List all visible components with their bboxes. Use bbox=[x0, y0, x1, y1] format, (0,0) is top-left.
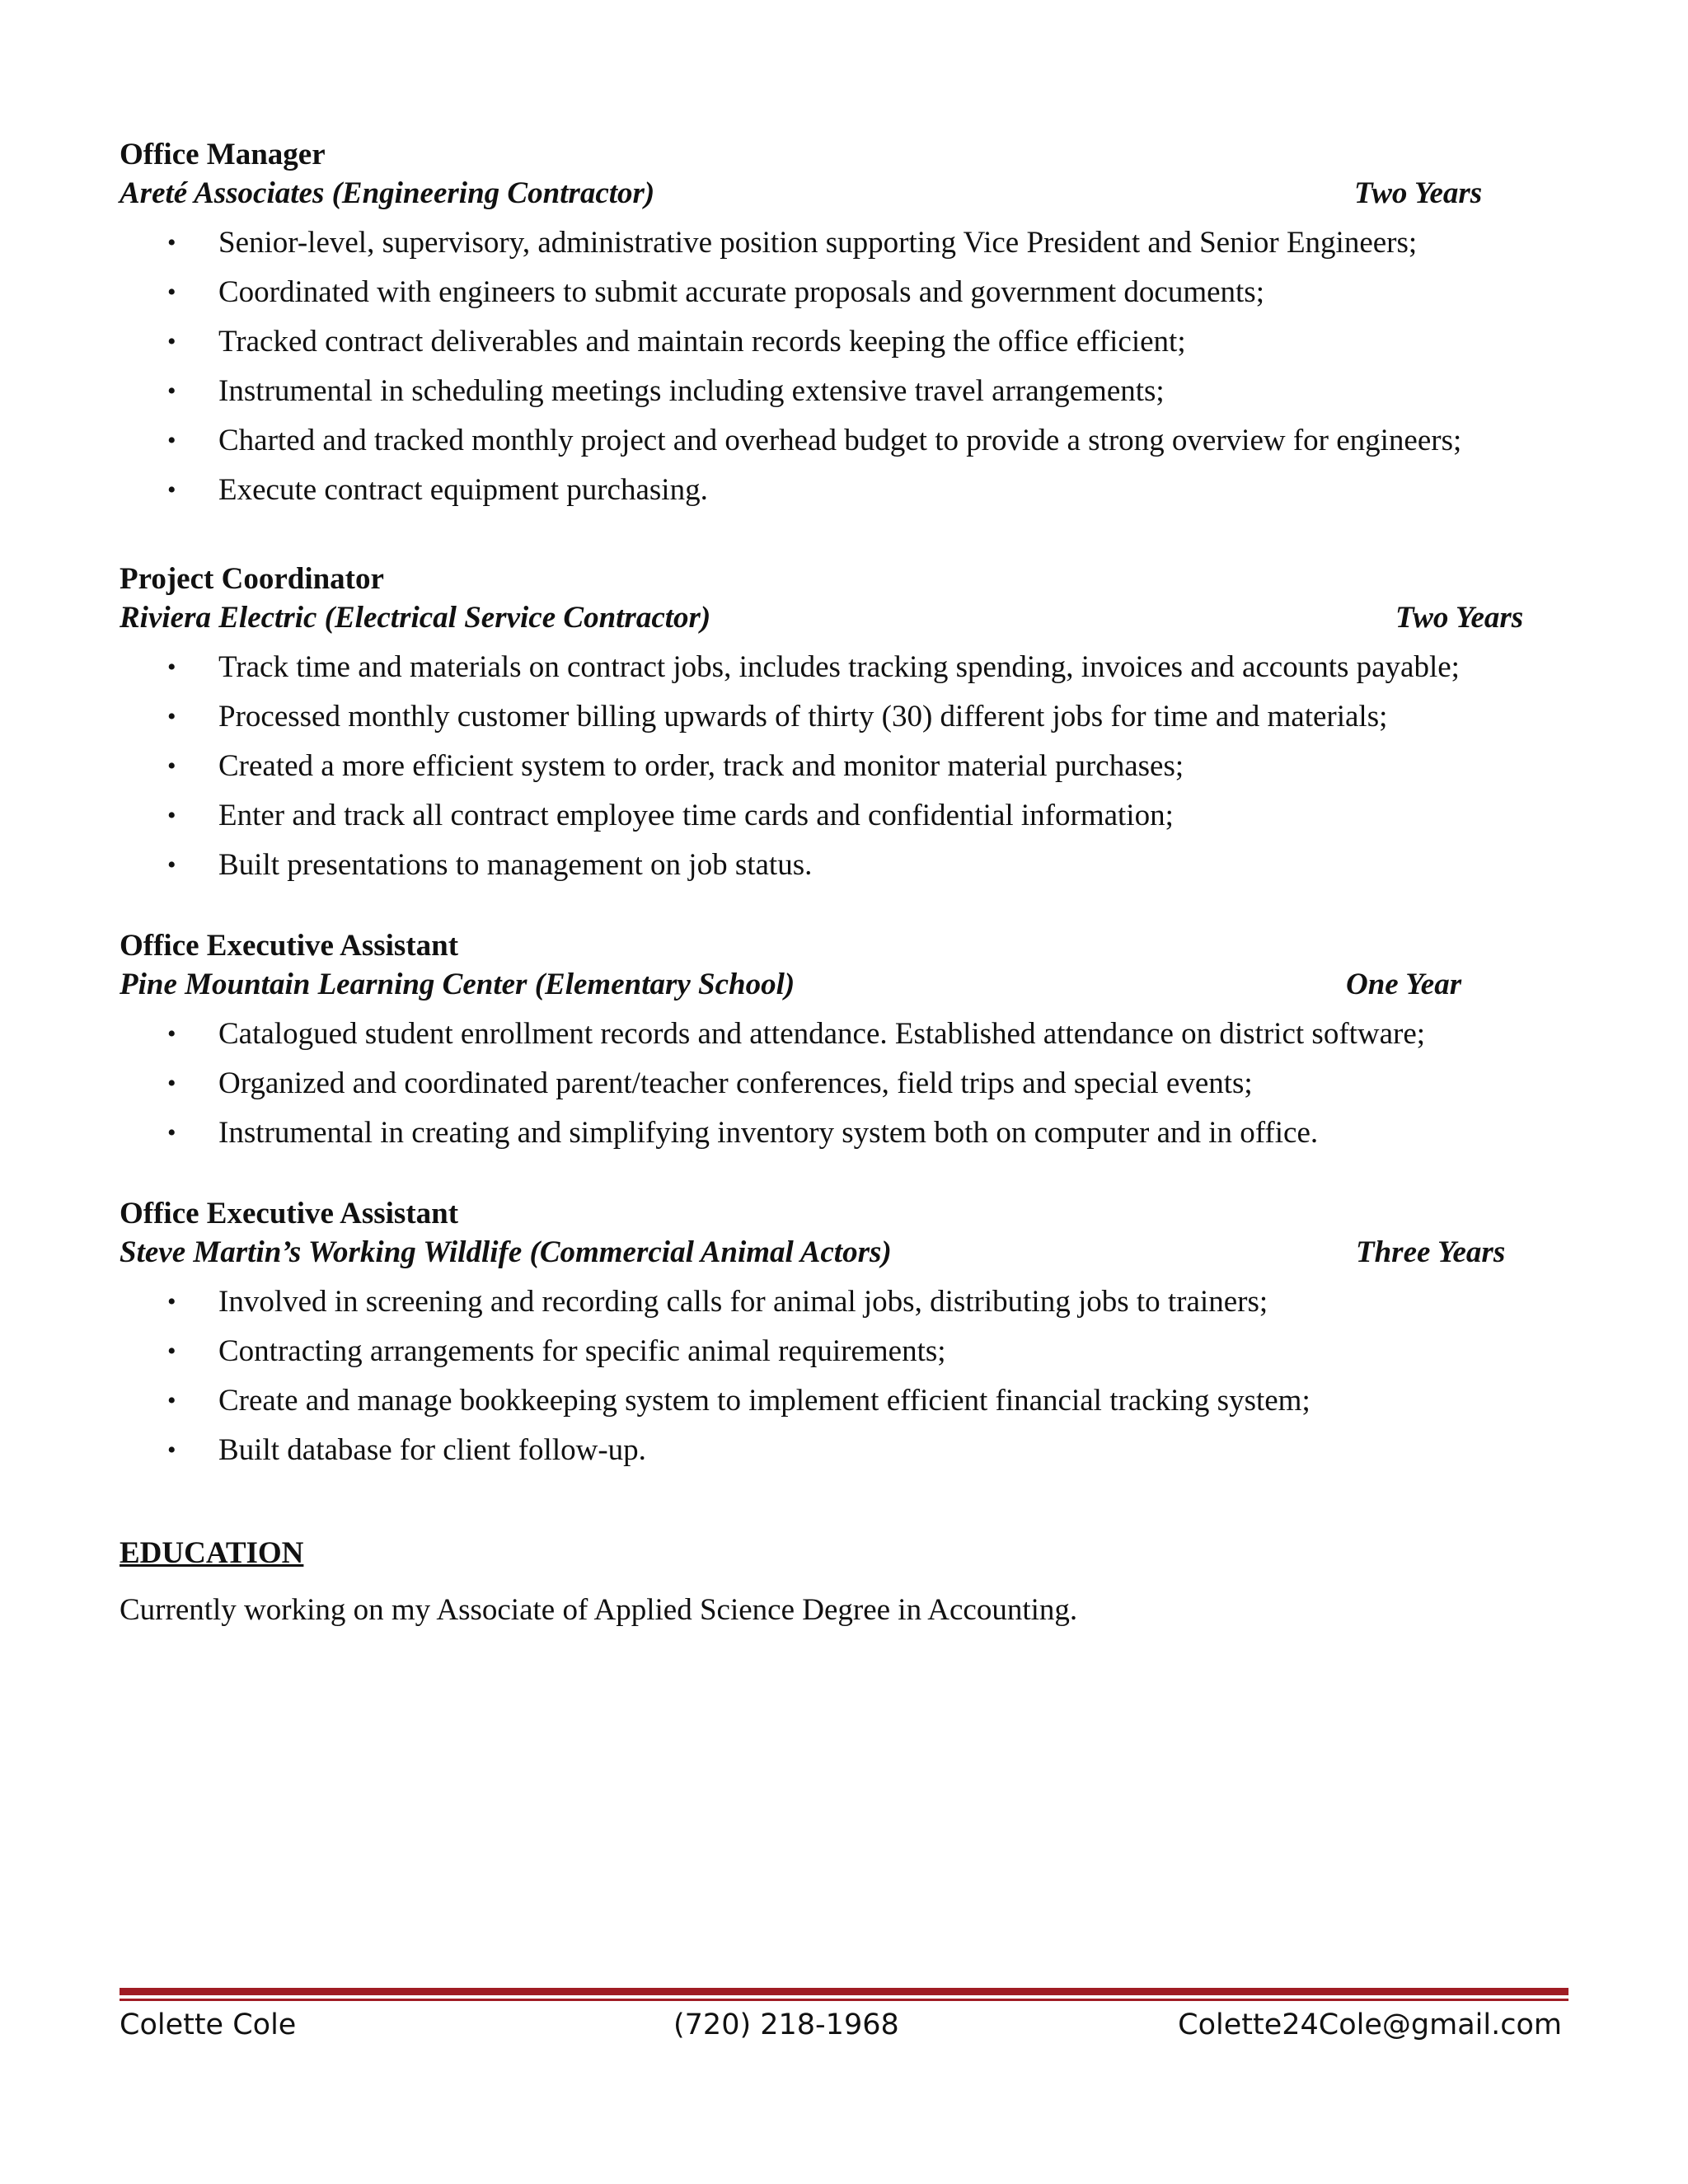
bullet: • bbox=[167, 1070, 176, 1097]
company-row bbox=[120, 598, 1570, 638]
job-title: Office Manager bbox=[120, 138, 326, 171]
footer-divider-thin bbox=[120, 1999, 1568, 2001]
duty-item: • Coordinated with engineers to submit accurate proposals and government documents; bbox=[120, 268, 1570, 317]
duty-list bbox=[120, 1277, 1570, 1475]
education-text: Currently working on my Associate of Applied Science Degree in Accounting. bbox=[120, 1593, 1078, 1627]
bullet: • bbox=[167, 752, 176, 780]
company-name: Steve Martin’s Working Wildlife (Commercial Animal Actors) bbox=[120, 1235, 892, 1269]
duty-item: • Built presentations to management on job status. bbox=[120, 841, 1570, 890]
duty-item: • Involved in screening and recording calls for animal jobs, distributing jobs to trainers; bbox=[120, 1277, 1570, 1327]
company-name: Areté Associates (Engineering Contractor) bbox=[120, 176, 655, 210]
bullet: • bbox=[167, 279, 176, 306]
company-name: Riviera Electric (Electrical Service Contractor) bbox=[120, 601, 711, 635]
bullet: • bbox=[167, 654, 176, 681]
bullet: • bbox=[167, 802, 176, 829]
duty-list bbox=[120, 218, 1570, 515]
job-title: Office Executive Assistant bbox=[120, 1197, 459, 1230]
duty-item: • Organized and coordinated parent/teacher conferences, field trips and special events; bbox=[120, 1059, 1570, 1108]
footer-phone: (720) 218-1968 bbox=[673, 2008, 899, 2041]
duty-item: • Execute contract equipment purchasing. bbox=[120, 466, 1570, 515]
company-row bbox=[120, 174, 1570, 213]
job-entry bbox=[120, 1195, 1570, 1475]
duty-item: • Created a more efficient system to order, track and monitor material purchases; bbox=[120, 742, 1570, 791]
bullet: • bbox=[167, 328, 176, 355]
bullet: • bbox=[167, 851, 176, 879]
job-entry bbox=[120, 927, 1570, 1158]
duty-item: • Senior-level, supervisory, administrative position supporting Vice President and Senior Engineers; bbox=[120, 218, 1570, 268]
bullet: • bbox=[167, 229, 176, 256]
bullet: • bbox=[167, 1020, 176, 1047]
job-entry bbox=[120, 560, 1570, 890]
company-row bbox=[120, 965, 1570, 1005]
job-duration: One Year bbox=[1346, 968, 1462, 1001]
bullet: • bbox=[167, 1288, 176, 1315]
job-title: Office Executive Assistant bbox=[120, 929, 459, 963]
duty-item: • Instrumental in scheduling meetings including extensive travel arrangements; bbox=[120, 367, 1570, 416]
bullet: • bbox=[167, 703, 176, 730]
job-duration: Two Years bbox=[1354, 176, 1483, 210]
bullet: • bbox=[167, 1338, 176, 1365]
company-row bbox=[120, 1233, 1570, 1272]
duty-item: • Track time and materials on contract jobs, includes tracking spending, invoices and accounts payable; bbox=[120, 643, 1570, 692]
duty-item: • Create and manage bookkeeping system to implement efficient financial tracking system; bbox=[120, 1376, 1570, 1426]
footer bbox=[120, 2004, 1562, 2046]
education-heading: EDUCATION bbox=[120, 1536, 304, 1570]
job-duration: Three Years bbox=[1356, 1235, 1506, 1269]
job-duration: Two Years bbox=[1395, 601, 1524, 635]
bullet: • bbox=[167, 476, 176, 504]
company-name: Pine Mountain Learning Center (Elementary School) bbox=[120, 968, 795, 1001]
footer-name: Colette Cole bbox=[120, 2008, 297, 2041]
bullet: • bbox=[167, 1119, 176, 1146]
duty-list bbox=[120, 1010, 1570, 1158]
bullet: • bbox=[167, 377, 176, 405]
duty-list bbox=[120, 643, 1570, 890]
duty-item: • Catalogued student enrollment records and attendance. Established attendance on district software; bbox=[120, 1010, 1570, 1059]
footer-email: Colette24Cole@gmail.com bbox=[1178, 2008, 1562, 2041]
bullet: • bbox=[167, 1436, 176, 1464]
duty-item: • Contracting arrangements for specific animal requirements; bbox=[120, 1327, 1570, 1376]
duty-item: • Charted and tracked monthly project and overhead budget to provide a strong overview for engineers; bbox=[120, 416, 1570, 466]
footer-divider bbox=[120, 1988, 1568, 1995]
bullet: • bbox=[167, 427, 176, 454]
duty-item: • Tracked contract deliverables and maintain records keeping the office efficient; bbox=[120, 317, 1570, 367]
job-entry bbox=[120, 136, 1570, 515]
duty-item: • Built database for client follow-up. bbox=[120, 1426, 1570, 1475]
duty-item: • Instrumental in creating and simplifying inventory system both on computer and in office. bbox=[120, 1108, 1570, 1158]
job-title: Project Coordinator bbox=[120, 562, 384, 596]
duty-item: • Enter and track all contract employee time cards and confidential information; bbox=[120, 791, 1570, 841]
duty-item: • Processed monthly customer billing upwards of thirty (30) different jobs for time and materials; bbox=[120, 692, 1570, 742]
bullet: • bbox=[167, 1387, 176, 1414]
